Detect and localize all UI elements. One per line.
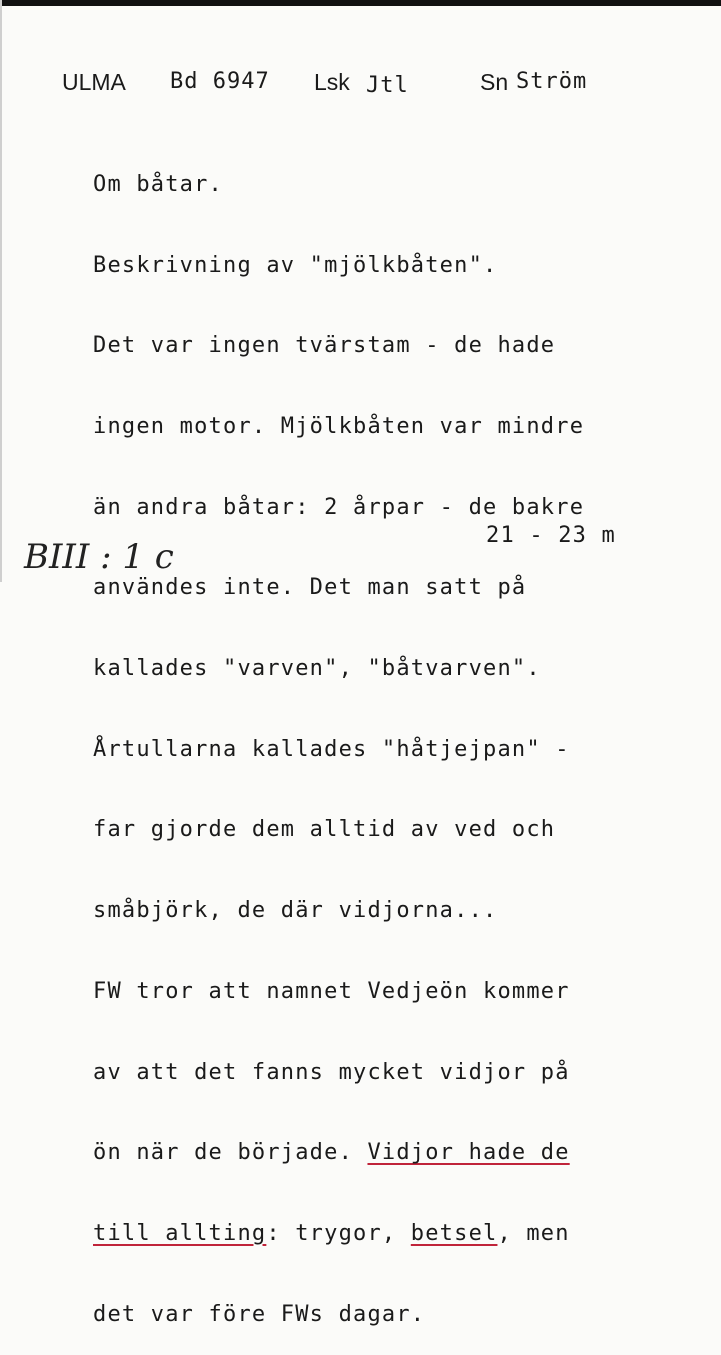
text-line: Det var ingen tvärstam - de hade [93,333,556,359]
text-line: småbjörk, de där vidjorna... [93,898,498,924]
text-line: ingen motor. Mjölkbåten var mindre [93,413,585,439]
card-header [0,62,721,102]
underlined-phrase: Vidjor hade de [367,1140,570,1166]
record-text [93,118,584,1355]
text-line: än andra båtar: 2 årpar - de bakre [93,494,585,520]
underlined-word: betsel [410,1220,498,1246]
handwritten-signum [22,530,182,578]
text-segment: : trygor, [266,1220,411,1246]
text-line: Beskrivning av "mjölkbåten". [93,252,498,278]
landskap-value: Jtl [366,73,409,98]
text-line-mixed [93,1221,584,1248]
text-line: av att det fanns mycket vidjor på [93,1059,570,1085]
text-line: Om båtar. [93,171,224,197]
text-segment: , men [497,1220,570,1246]
socken-label: Sn [480,69,509,95]
archive-code: ULMA [62,69,126,95]
page-range: 21 - 23 m [486,523,617,548]
text-segment: ön när de började. [93,1140,368,1166]
socken-value: Ström [516,69,588,94]
text-line: kallades "varven", "båtvarven". [93,656,541,682]
text-line: användes inte. Det man satt på [93,575,527,601]
underlined-phrase: till allting [93,1220,267,1246]
card-top-edge [0,0,721,6]
volume-number: Bd 6947 [170,69,270,94]
text-line: Årtullarna kallades "håtjejpan" - [93,736,570,762]
text-line: det var före FWs dagar. [93,1301,426,1327]
text-line-mixed [93,1140,584,1167]
text-line: FW tror att namnet Vedjeön kommer [93,978,570,1004]
text-line: far gjorde dem alltid av ved och [93,817,556,843]
landskap-label: Lsk [314,69,350,95]
signum-text: BIII : 1 c [24,537,174,577]
